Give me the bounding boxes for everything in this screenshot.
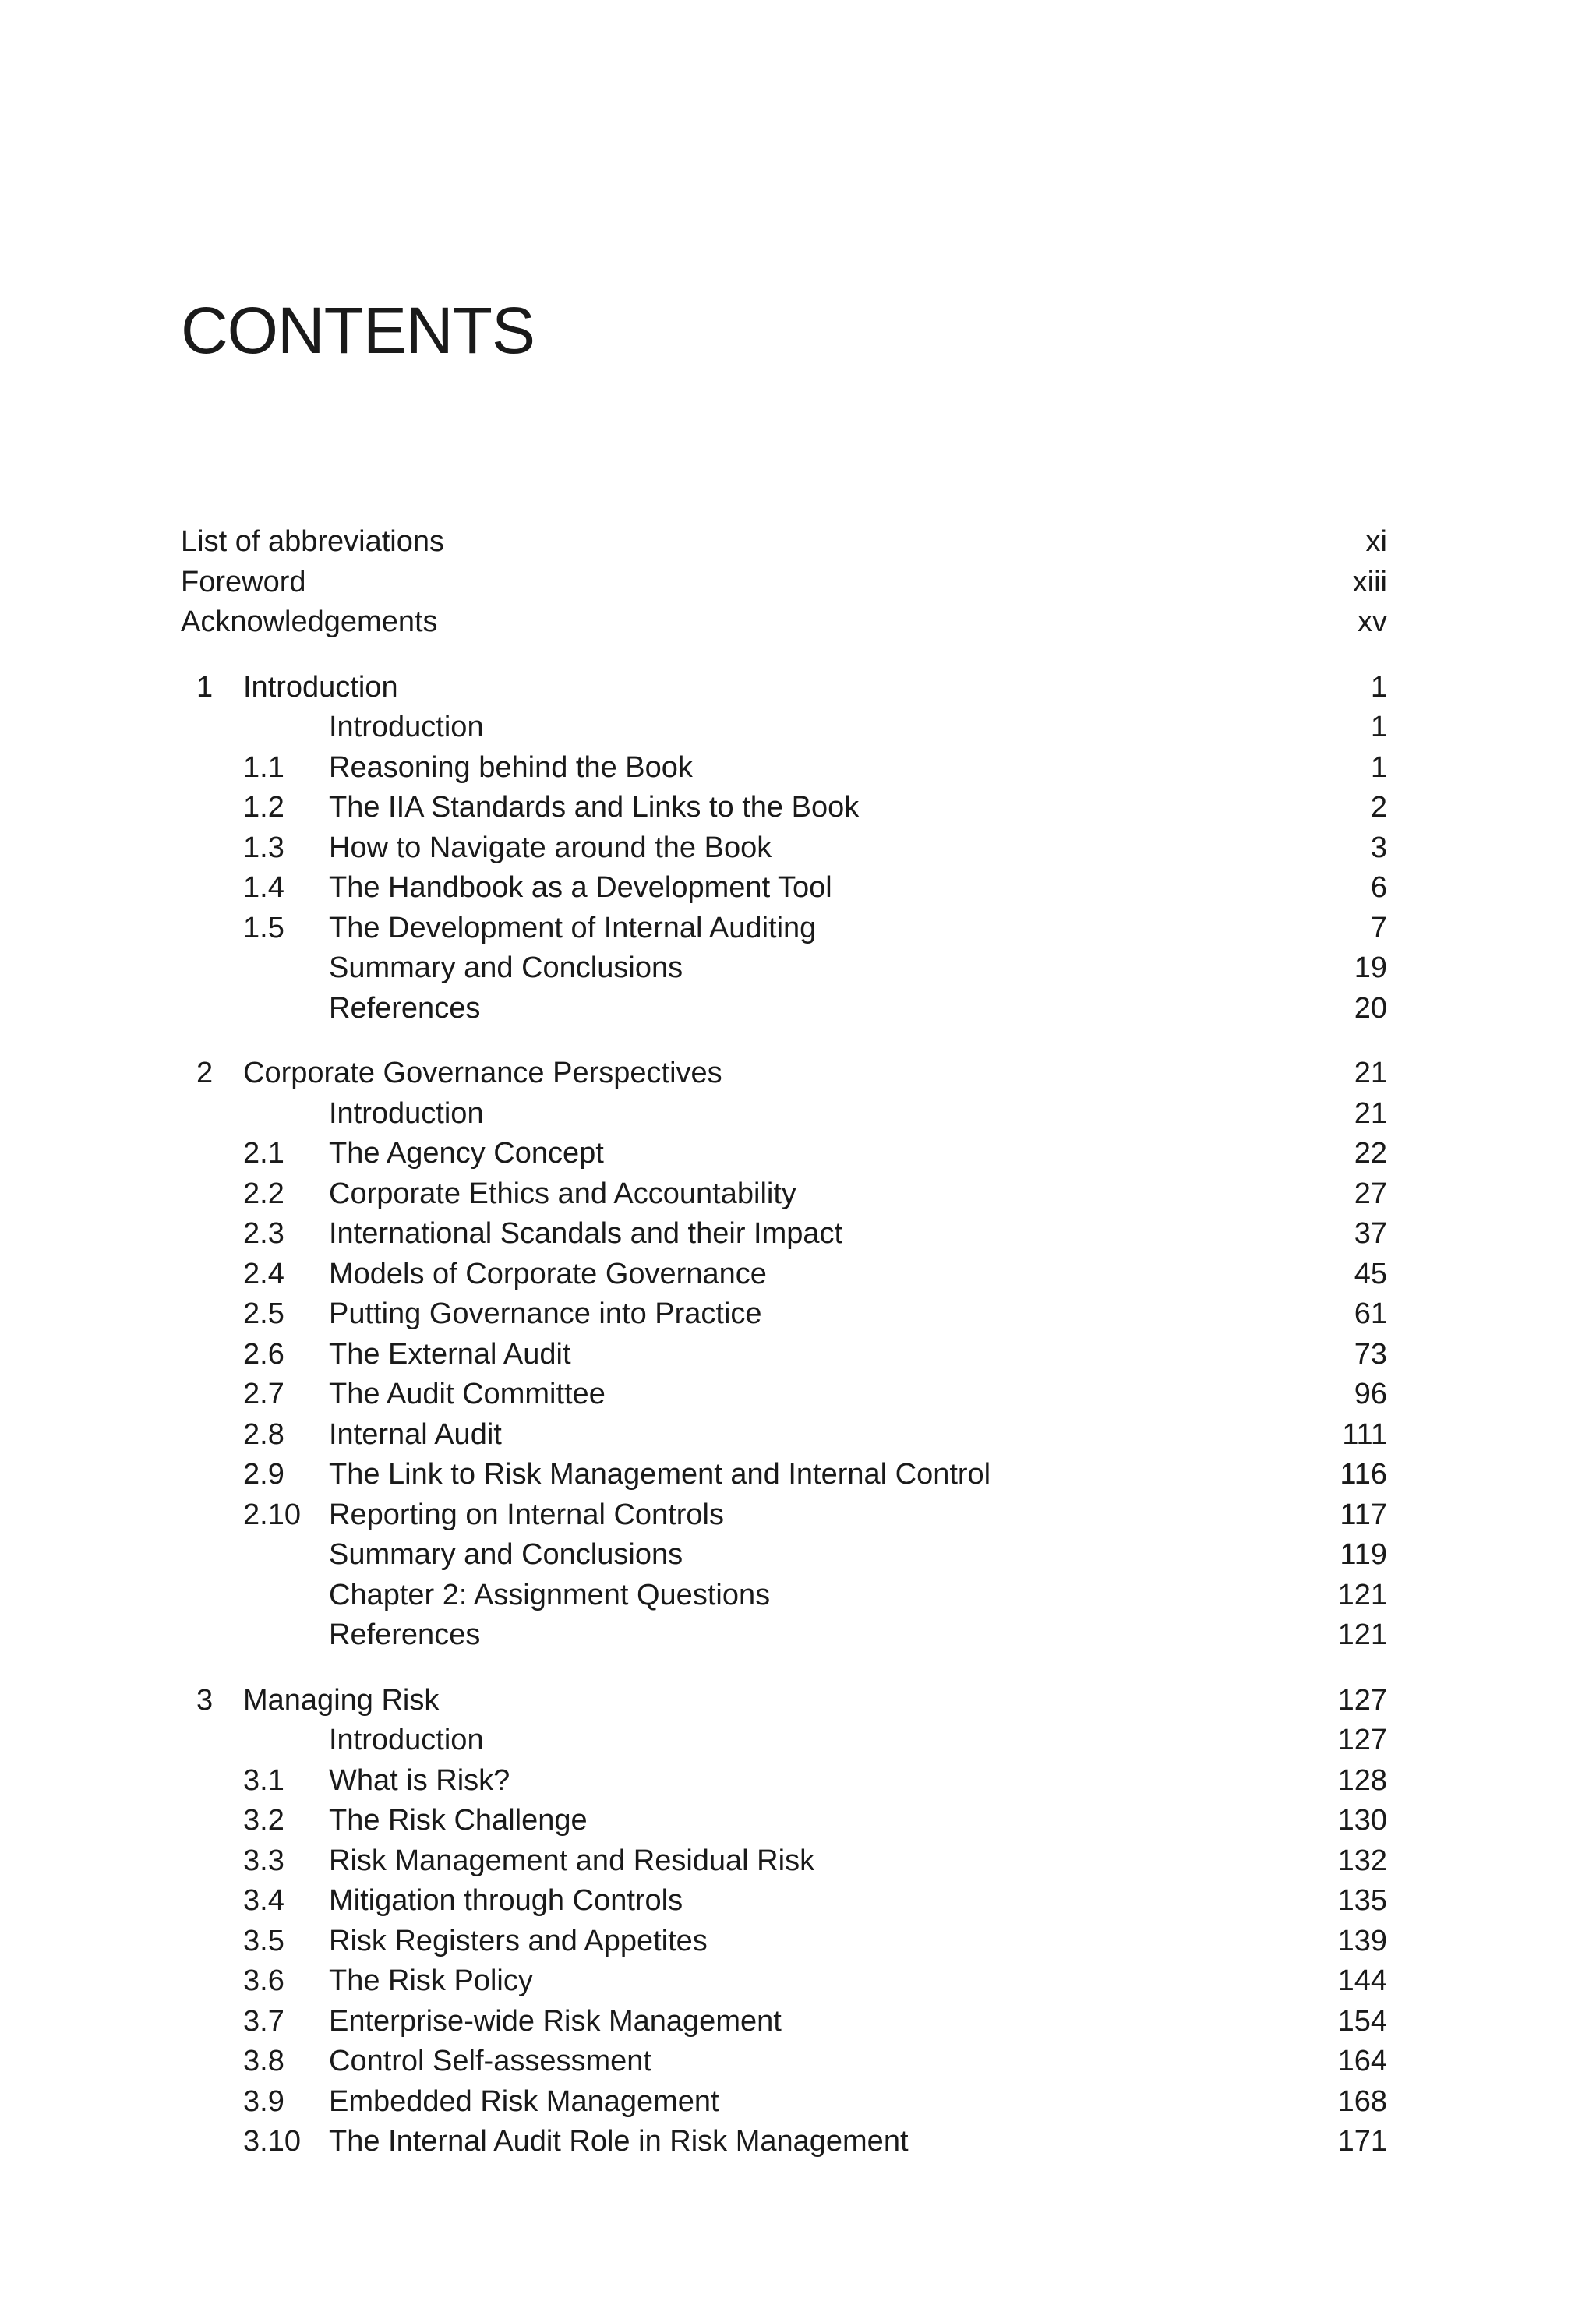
section-title: How to Navigate around the Book bbox=[329, 831, 772, 864]
chapter-entry[interactable] bbox=[181, 1681, 1387, 1721]
section-title: Reasoning behind the Book bbox=[329, 750, 693, 784]
section-title: Introduction bbox=[329, 711, 484, 743]
section-title: The IIA Standards and Links to the Book bbox=[329, 791, 860, 824]
section-title: Chapter 2: Assignment Questions bbox=[329, 1578, 771, 1611]
section-title: Introduction bbox=[329, 1096, 484, 1130]
section-entry[interactable] bbox=[181, 948, 1387, 989]
chapter-entry[interactable] bbox=[181, 1054, 1387, 1094]
section-entry[interactable] bbox=[181, 1961, 1387, 2002]
section-title: The Development of Internal Auditing bbox=[329, 911, 817, 944]
section-entry[interactable] bbox=[181, 989, 1387, 1029]
section-number: 1.5 bbox=[243, 911, 284, 944]
section-page: 128 bbox=[1337, 1763, 1387, 1797]
section-title: Internal Audit bbox=[329, 1417, 502, 1451]
section-entry[interactable] bbox=[181, 2042, 1387, 2082]
section-entry[interactable] bbox=[181, 2082, 1387, 2123]
section-page: 1 bbox=[1370, 711, 1387, 743]
toc-entry[interactable] bbox=[181, 602, 1387, 643]
section-entry[interactable] bbox=[181, 1721, 1387, 1761]
section-number: 3.9 bbox=[243, 2084, 284, 2118]
section-entry[interactable] bbox=[181, 2002, 1387, 2042]
section-title: The Internal Audit Role in Risk Management bbox=[329, 2125, 909, 2158]
section-page: 117 bbox=[1340, 1498, 1387, 1531]
section-number: 1.1 bbox=[243, 750, 284, 784]
section-number: 2.4 bbox=[243, 1257, 284, 1290]
section-page: 96 bbox=[1354, 1378, 1387, 1410]
section-entry[interactable] bbox=[181, 1495, 1387, 1536]
section-page: 19 bbox=[1354, 951, 1387, 984]
section-entry[interactable] bbox=[181, 1841, 1387, 1882]
section-page: 119 bbox=[1340, 1538, 1387, 1571]
toc-entry-title: Foreword bbox=[181, 565, 306, 598]
section-entry[interactable] bbox=[181, 708, 1387, 748]
section-entry[interactable] bbox=[181, 1214, 1387, 1255]
section-entry[interactable] bbox=[181, 788, 1387, 828]
toc-entry[interactable] bbox=[181, 563, 1387, 603]
section-number: 3.2 bbox=[243, 1804, 284, 1837]
section-title: What is Risk? bbox=[329, 1763, 510, 1797]
section-page: 154 bbox=[1337, 2004, 1387, 2038]
section-title: Putting Governance into Practice bbox=[329, 1297, 762, 1330]
section-page: 121 bbox=[1337, 1618, 1387, 1651]
section-page: 121 bbox=[1337, 1578, 1387, 1611]
section-entry[interactable] bbox=[181, 909, 1387, 949]
section-page: 132 bbox=[1337, 1844, 1387, 1877]
section-page: 116 bbox=[1340, 1458, 1387, 1491]
section-title: International Scandals and their Impact bbox=[329, 1217, 843, 1250]
section-number: 1.4 bbox=[243, 871, 284, 904]
chapter-title: Corporate Governance Perspectives bbox=[243, 1057, 722, 1089]
section-number: 1.3 bbox=[243, 831, 284, 864]
front-matter-list bbox=[181, 522, 1387, 643]
section-number: 2.7 bbox=[243, 1378, 284, 1410]
section-title: The Audit Committee bbox=[329, 1378, 606, 1410]
section-entry[interactable] bbox=[181, 1922, 1387, 1962]
section-title: The Link to Risk Management and Internal Control bbox=[329, 1458, 991, 1491]
section-title: Summary and Conclusions bbox=[329, 951, 683, 984]
chapter-block bbox=[181, 668, 1387, 1029]
section-title: Reporting on Internal Controls bbox=[329, 1498, 724, 1531]
section-title: Risk Registers and Appetites bbox=[329, 1924, 708, 1957]
section-page: 6 bbox=[1370, 871, 1387, 904]
section-page: 127 bbox=[1337, 1724, 1387, 1756]
chapter-number: 3 bbox=[196, 1683, 214, 1717]
section-page: 1 bbox=[1370, 750, 1387, 784]
section-number: 3.10 bbox=[243, 2125, 301, 2158]
section-page: 20 bbox=[1354, 991, 1387, 1025]
chapter-page: 1 bbox=[1370, 670, 1387, 704]
section-number: 3.7 bbox=[243, 2004, 284, 2038]
section-title: Embedded Risk Management bbox=[329, 2084, 719, 2118]
section-title: Mitigation through Controls bbox=[329, 1884, 683, 1917]
section-page: 37 bbox=[1354, 1217, 1387, 1250]
section-entry[interactable] bbox=[181, 1576, 1387, 1616]
section-number: 2.2 bbox=[243, 1177, 284, 1210]
toc-entry-title: List of abbreviations bbox=[181, 525, 444, 558]
section-page: 171 bbox=[1337, 2125, 1387, 2158]
page-title: CONTENTS bbox=[181, 294, 535, 367]
section-entry[interactable] bbox=[181, 1801, 1387, 1841]
chapter-title: Introduction bbox=[243, 670, 398, 704]
section-entry[interactable] bbox=[181, 1294, 1387, 1335]
chapter-list bbox=[181, 668, 1387, 2162]
section-title: Models of Corporate Governance bbox=[329, 1257, 767, 1290]
section-title: The Handbook as a Development Tool bbox=[329, 871, 832, 904]
section-entry[interactable] bbox=[181, 1455, 1387, 1495]
section-number: 2.6 bbox=[243, 1337, 284, 1371]
section-page: 7 bbox=[1370, 911, 1387, 944]
section-entry[interactable] bbox=[181, 1335, 1387, 1375]
section-page: 144 bbox=[1337, 1964, 1387, 1997]
section-number: 3.6 bbox=[243, 1964, 284, 1997]
section-number: 2.5 bbox=[243, 1297, 284, 1330]
section-title: Introduction bbox=[329, 1724, 484, 1756]
section-title: Enterprise-wide Risk Management bbox=[329, 2004, 782, 2038]
section-entry[interactable] bbox=[181, 1174, 1387, 1215]
section-number: 1.2 bbox=[243, 791, 284, 824]
section-page: 2 bbox=[1370, 791, 1387, 824]
section-number: 3.4 bbox=[243, 1884, 284, 1917]
section-page: 73 bbox=[1354, 1337, 1387, 1371]
section-title: References bbox=[329, 1618, 481, 1651]
section-number: 3.5 bbox=[243, 1924, 284, 1957]
section-page: 168 bbox=[1337, 2084, 1387, 2118]
toc-entry[interactable] bbox=[181, 522, 1387, 563]
section-page: 135 bbox=[1337, 1884, 1387, 1917]
section-title: Risk Management and Residual Risk bbox=[329, 1844, 815, 1877]
section-entry[interactable] bbox=[181, 1415, 1387, 1456]
chapter-page: 127 bbox=[1337, 1683, 1387, 1717]
section-page: 61 bbox=[1354, 1297, 1387, 1330]
section-title: References bbox=[329, 991, 481, 1025]
section-title: The Agency Concept bbox=[329, 1137, 604, 1170]
chapter-block bbox=[181, 1681, 1387, 2162]
table-of-contents bbox=[181, 522, 1387, 2162]
chapter-number: 2 bbox=[196, 1057, 214, 1089]
section-page: 3 bbox=[1370, 831, 1387, 864]
section-page: 164 bbox=[1337, 2045, 1387, 2077]
section-number: 2.10 bbox=[243, 1498, 301, 1531]
section-page: 21 bbox=[1354, 1096, 1387, 1130]
chapter-number: 1 bbox=[196, 670, 214, 704]
section-page: 111 bbox=[1342, 1417, 1387, 1451]
chapter-title: Managing Risk bbox=[243, 1683, 440, 1717]
toc-entry-title: Acknowledgements bbox=[181, 605, 438, 638]
section-title: Summary and Conclusions bbox=[329, 1538, 683, 1571]
section-number: 2.1 bbox=[243, 1137, 284, 1170]
section-number: 3.3 bbox=[243, 1844, 284, 1877]
section-number: 2.9 bbox=[243, 1458, 284, 1491]
section-number: 2.3 bbox=[243, 1217, 284, 1250]
toc-entry-page: xv bbox=[1358, 605, 1387, 638]
section-page: 45 bbox=[1354, 1257, 1387, 1290]
section-entry[interactable] bbox=[181, 1761, 1387, 1802]
section-title: Control Self-assessment bbox=[329, 2045, 651, 2077]
section-page: 130 bbox=[1337, 1804, 1387, 1837]
section-entry[interactable] bbox=[181, 868, 1387, 909]
section-entry[interactable] bbox=[181, 1535, 1387, 1576]
section-entry[interactable] bbox=[181, 1881, 1387, 1922]
section-entry[interactable] bbox=[181, 828, 1387, 869]
chapter-entry[interactable] bbox=[181, 668, 1387, 708]
section-title: The External Audit bbox=[329, 1337, 571, 1371]
section-entry[interactable] bbox=[181, 1094, 1387, 1135]
chapter-block bbox=[181, 1054, 1387, 1656]
section-title: The Risk Policy bbox=[329, 1964, 533, 1997]
section-entry[interactable] bbox=[181, 748, 1387, 789]
section-number: 2.8 bbox=[243, 1417, 284, 1451]
section-title: Corporate Ethics and Accountability bbox=[329, 1177, 796, 1210]
chapter-page: 21 bbox=[1354, 1057, 1387, 1089]
toc-entry-page: xiii bbox=[1352, 565, 1387, 598]
section-page: 22 bbox=[1354, 1137, 1387, 1170]
section-number: 3.8 bbox=[243, 2045, 284, 2077]
section-page: 27 bbox=[1354, 1177, 1387, 1210]
section-entry[interactable] bbox=[181, 1615, 1387, 1656]
section-entry[interactable] bbox=[181, 1375, 1387, 1415]
section-page: 139 bbox=[1337, 1924, 1387, 1957]
section-entry[interactable] bbox=[181, 1255, 1387, 1295]
toc-entry-page: xi bbox=[1365, 525, 1387, 558]
section-entry[interactable] bbox=[181, 2122, 1387, 2162]
section-number: 3.1 bbox=[243, 1763, 284, 1797]
section-title: The Risk Challenge bbox=[329, 1804, 588, 1837]
section-entry[interactable] bbox=[181, 1134, 1387, 1174]
